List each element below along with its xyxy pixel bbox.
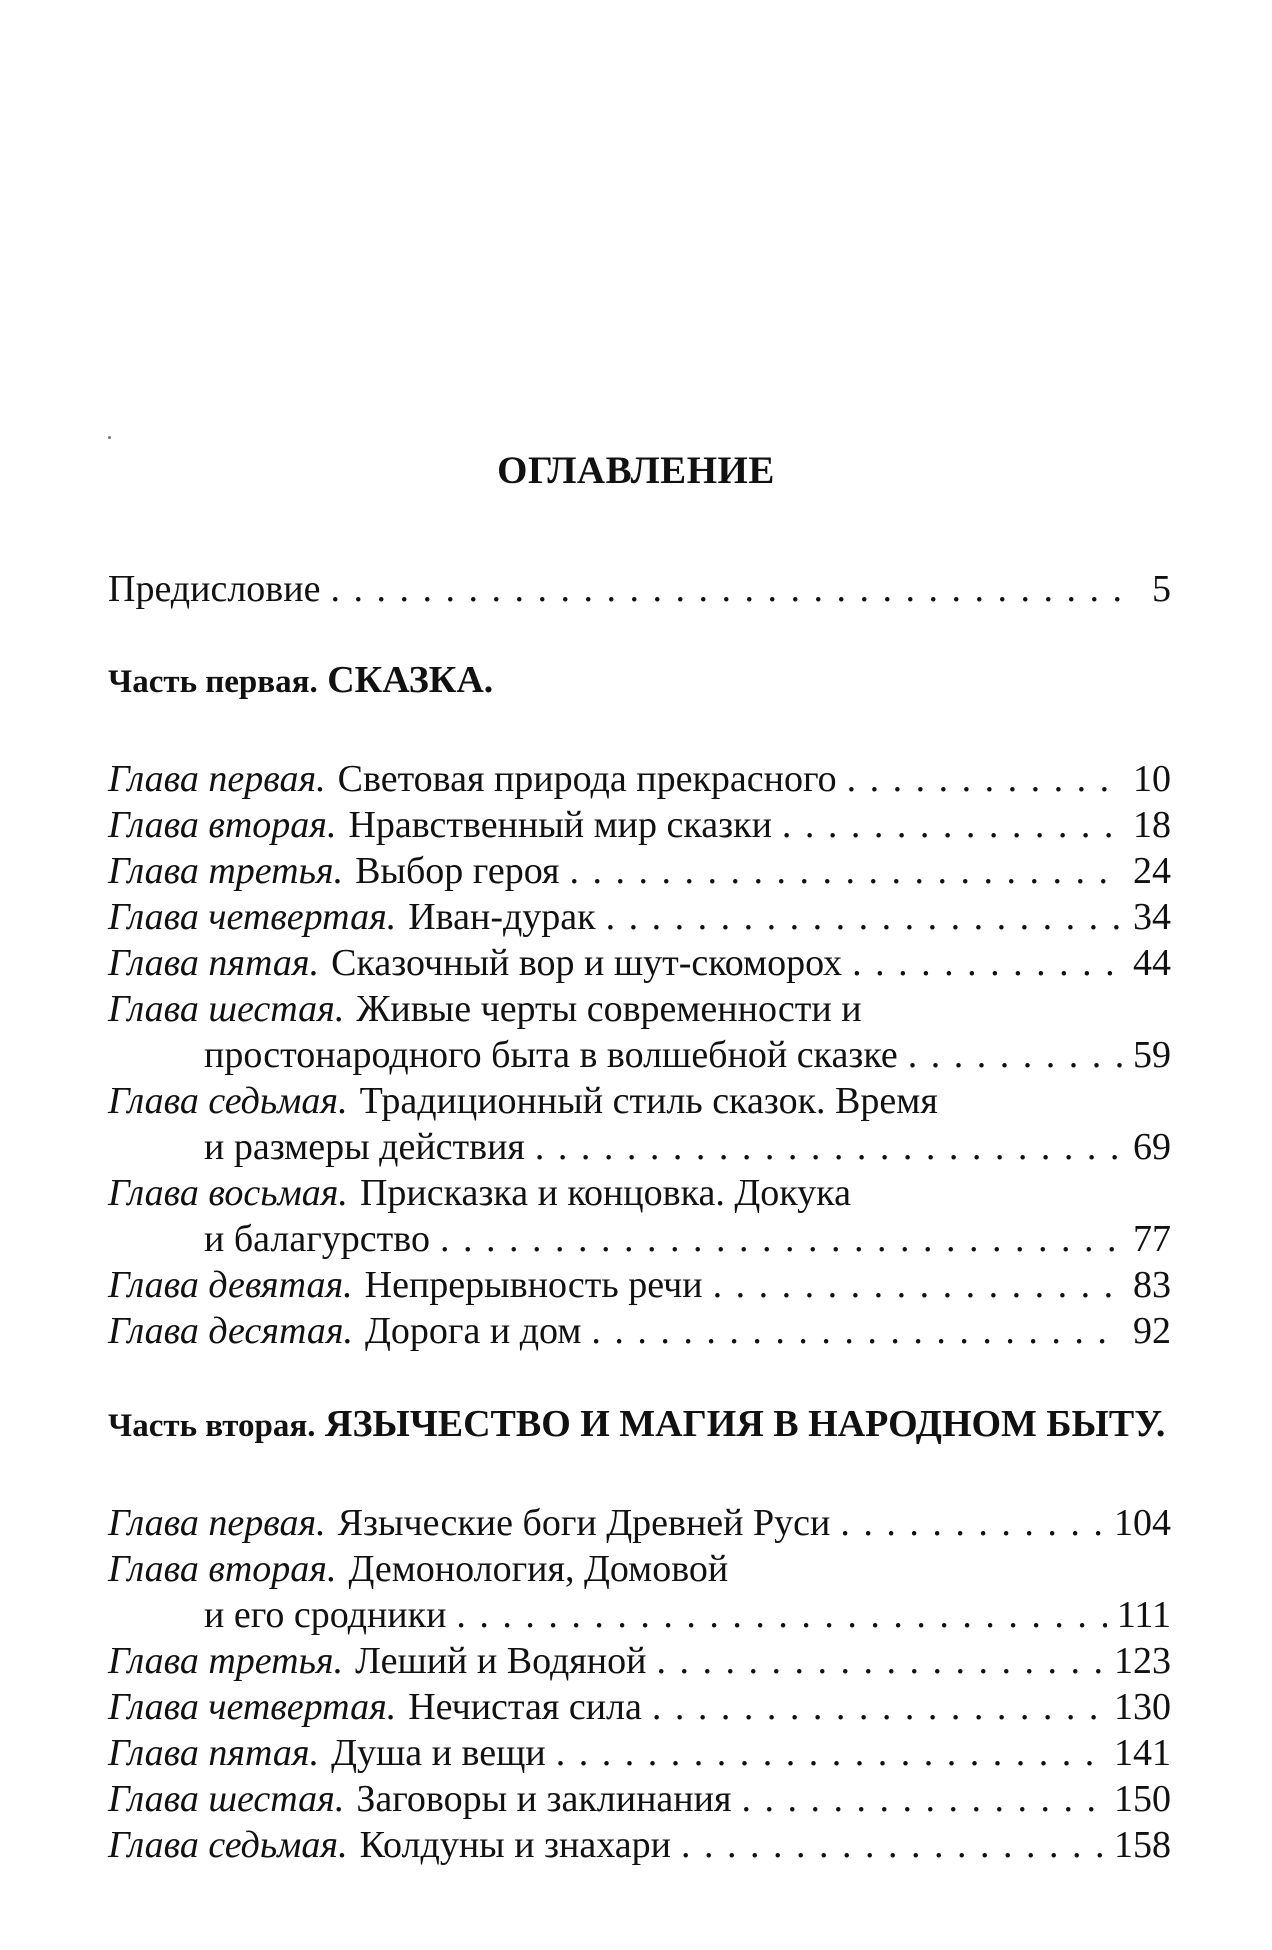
toc-entry: [108, 1308, 1171, 1354]
print-speck: [108, 436, 111, 439]
toc-entry: [108, 1684, 1171, 1730]
chapter-label: Глава первая.: [108, 1502, 326, 1544]
chapter-label: Глава четвертая.: [108, 896, 397, 938]
toc-entry: [108, 1546, 1171, 1592]
chapter-title-continued: простонародного быта в волшебной сказке: [204, 1034, 898, 1076]
toc-entry: [108, 1822, 1171, 1868]
chapter-label: Глава третья.: [108, 1640, 344, 1682]
page-number: 130: [1114, 1686, 1171, 1728]
chapter-label: Глава четвертая.: [108, 1686, 397, 1728]
page-number: 24: [1133, 850, 1171, 892]
chapter-title: Демонология, Домовой: [348, 1548, 729, 1590]
chapter-title: Заговоры и заклинания: [356, 1778, 732, 1820]
page-number: 83: [1133, 1264, 1171, 1306]
chapter-title: Дорога и дом: [365, 1310, 582, 1352]
leader-dots: [782, 802, 1123, 848]
chapter-title: Нравственный мир сказки: [348, 804, 772, 846]
chapter-label: Глава пятая.: [108, 1732, 320, 1774]
toc-entry-continuation: [204, 1124, 1171, 1170]
leader-dots: [606, 894, 1123, 940]
toc-entry: [108, 1776, 1171, 1822]
chapter-label: Глава пятая.: [108, 942, 320, 984]
leader-dots: [456, 1592, 1106, 1638]
leader-dots: [840, 1500, 1104, 1546]
leader-dots: [591, 1308, 1123, 1354]
toc-entry: [108, 1730, 1171, 1776]
chapter-title: Иван-дурак: [408, 896, 596, 938]
chapter-label: Глава третья.: [108, 850, 344, 892]
toc-entry: [108, 1500, 1171, 1546]
page-number: 18: [1133, 804, 1171, 846]
chapter-title-continued: и его сродники: [204, 1594, 447, 1636]
chapter-title-continued: и балагурство: [204, 1218, 430, 1260]
chapter-label: Глава десятая.: [108, 1310, 354, 1352]
page-number: 5: [1152, 568, 1171, 610]
part-heading-1: [108, 658, 493, 702]
page-number: 104: [1114, 1502, 1171, 1544]
page-number: 111: [1116, 1594, 1171, 1636]
leader-dots: [440, 1216, 1123, 1262]
toc-entry: [108, 1638, 1171, 1684]
toc-title: ОГЛАВЛЕНИЕ: [497, 449, 775, 492]
leader-dots: [681, 1822, 1104, 1868]
page-number: 92: [1133, 1310, 1171, 1352]
chapter-label: Глава вторая.: [108, 1548, 337, 1590]
chapter-title: Живые черты современности и: [356, 988, 862, 1030]
toc-entry-continuation: [204, 1592, 1171, 1638]
toc-entry-continuation: [204, 1216, 1171, 1262]
chapter-label: Глава седьмая.: [108, 1824, 348, 1866]
leader-dots: [713, 1262, 1123, 1308]
chapter-label: Глава шестая.: [108, 1778, 345, 1820]
toc-entry-continuation: [204, 1032, 1171, 1078]
part-name: ЯЗЫЧЕСТВО И МАГИЯ В НАРОДНОМ БЫТУ.: [325, 1403, 1166, 1445]
toc-entry: [108, 756, 1171, 802]
chapter-title: Сказочный вор и шут-скоморох: [331, 942, 843, 984]
page-number: 10: [1133, 758, 1171, 800]
chapter-label: Глава шестая.: [108, 988, 345, 1030]
leader-dots: [852, 940, 1123, 986]
leader-dots: [847, 756, 1123, 802]
chapter-title: Языческие боги Древней Руси: [337, 1502, 831, 1544]
part-heading-2: [108, 1402, 1165, 1446]
chapter-title: Непрерывность речи: [364, 1264, 703, 1306]
leader-dots: [556, 1730, 1104, 1776]
chapter-title: Душа и вещи: [331, 1732, 546, 1774]
toc-entry: [108, 802, 1171, 848]
toc-entry-preface: [108, 566, 1171, 612]
page-number: 141: [1114, 1732, 1171, 1774]
page-number: 77: [1133, 1218, 1171, 1260]
leader-dots: [741, 1776, 1104, 1822]
page-number: 158: [1114, 1824, 1171, 1866]
chapter-label: Глава седьмая.: [108, 1080, 348, 1122]
leader-dots: [330, 566, 1131, 612]
toc-entry: [108, 986, 1171, 1032]
leader-dots: [652, 1684, 1104, 1730]
chapter-label: Глава вторая.: [108, 804, 337, 846]
page-number: 150: [1114, 1778, 1171, 1820]
chapter-title: Нечистая сила: [408, 1686, 642, 1728]
chapter-title: Колдуны и знахари: [359, 1824, 671, 1866]
page-number: 44: [1133, 942, 1171, 984]
chapter-label: Глава восьмая.: [108, 1172, 348, 1214]
leader-dots: [908, 1032, 1123, 1078]
chapter-label: Глава первая.: [108, 758, 326, 800]
chapter-title: Световая природа прекрасного: [337, 758, 837, 800]
toc-entry: [108, 1262, 1171, 1308]
toc-entry: [108, 940, 1171, 986]
toc-entry: [108, 894, 1171, 940]
toc-entry: [108, 1170, 1171, 1216]
chapter-title: Традиционный стиль сказок. Время: [359, 1080, 938, 1122]
chapter-title: Выбор героя: [355, 850, 560, 892]
page-number: 34: [1133, 896, 1171, 938]
chapter-title: Присказка и концовка. Докука: [359, 1172, 851, 1214]
leader-dots: [656, 1638, 1104, 1684]
toc-entry: [108, 1078, 1171, 1124]
chapter-title-continued: и размеры действия: [204, 1126, 525, 1168]
part-prefix: Часть вторая.: [108, 1408, 316, 1444]
toc-entry: [108, 848, 1171, 894]
part-prefix: Часть первая.: [108, 664, 318, 700]
part-name: СКАЗКА.: [327, 659, 494, 701]
leader-dots: [535, 1124, 1123, 1170]
chapter-title: Леший и Водяной: [355, 1640, 647, 1682]
page-number: 69: [1133, 1126, 1171, 1168]
leader-dots: [570, 848, 1124, 894]
entry-text: Предисловие: [108, 568, 321, 610]
chapter-label: Глава девятая.: [108, 1264, 353, 1306]
page-number: 123: [1114, 1640, 1171, 1682]
page-number: 59: [1133, 1034, 1171, 1076]
